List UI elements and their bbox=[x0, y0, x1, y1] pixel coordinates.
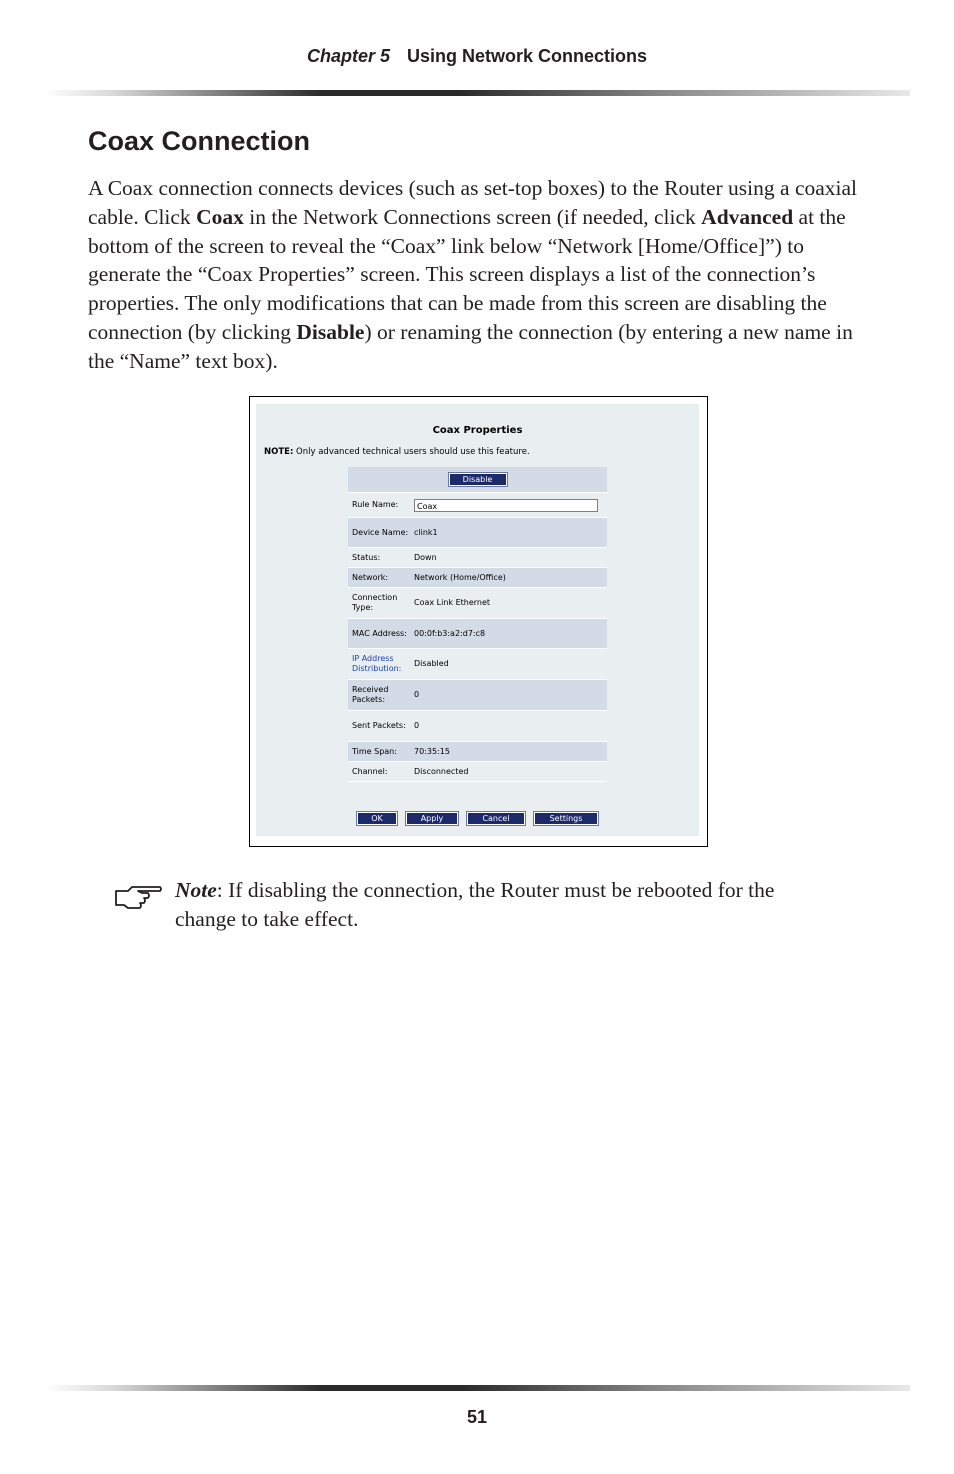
table-row bbox=[348, 518, 607, 548]
table-row bbox=[348, 619, 607, 649]
network-value: Network (Home/Office) bbox=[414, 572, 506, 582]
table-row bbox=[348, 649, 607, 680]
table-row bbox=[348, 711, 607, 742]
time-span-value: 70:35:15 bbox=[414, 746, 450, 756]
properties-table bbox=[348, 467, 607, 782]
network-label: Network: bbox=[352, 572, 389, 582]
status-label: Status: bbox=[352, 552, 381, 562]
table-row bbox=[348, 762, 607, 782]
table-row bbox=[348, 742, 607, 762]
ok-button[interactable]: OK bbox=[357, 812, 397, 825]
coax-properties-screenshot bbox=[249, 396, 708, 847]
panel-title: Coax Properties bbox=[432, 425, 523, 436]
mac-address-label: MAC Address: bbox=[352, 628, 407, 638]
ip-distribution-value: Disabled bbox=[414, 659, 449, 668]
mac-address-value: 00:0f:b3:a2:d7:c8 bbox=[414, 628, 486, 638]
connection-type-label: Connection Type: bbox=[352, 593, 398, 612]
settings-button[interactable]: Settings bbox=[534, 812, 598, 825]
section-title: Coax Connection bbox=[88, 126, 311, 156]
pointing-hand-icon bbox=[114, 882, 162, 912]
table-row bbox=[348, 680, 607, 711]
running-header bbox=[0, 46, 954, 67]
time-span-label: Time Span: bbox=[352, 746, 397, 756]
device-name-label: Device Name: bbox=[352, 527, 409, 537]
device-name-value: clink1 bbox=[414, 527, 438, 537]
action-buttons bbox=[256, 812, 699, 825]
apply-button[interactable]: Apply bbox=[406, 812, 458, 825]
table-row bbox=[348, 548, 607, 568]
note-text: : If disabling the connection, the Router must be rebooted for the change to take effect. bbox=[175, 878, 775, 931]
body-paragraph: A Coax connection connects devices (such as set-top boxes) to the Router using a coaxial cable. Click Coax in the Network Connections screen (if needed, click Advanced at the bottom of the screen to reveal the “Coax” link below “Network [Home/Office]”) to generate the “Coax Properties” screen. This screen displays a list of the connection’s properties. The only modifications that can be made from this screen are disabling the connection (by clicking Disable) or renaming the connection (by entering a new name in the “Name” text box). bbox=[88, 176, 858, 373]
advanced-term: Advanced bbox=[701, 204, 794, 229]
note-paragraph bbox=[175, 876, 795, 934]
panel-note: NOTE: Only advanced technical users should use this feature. bbox=[264, 447, 530, 457]
status-value: Down bbox=[414, 552, 437, 562]
connection-type-value: Coax Link Ethernet bbox=[414, 598, 491, 607]
received-packets-label: Received Packets: bbox=[352, 685, 389, 704]
received-packets-value: 0 bbox=[414, 690, 420, 699]
sent-packets-label: Sent Packets: bbox=[352, 721, 406, 730]
disable-term: Disable bbox=[296, 319, 365, 344]
rule-name-input[interactable]: Coax bbox=[414, 499, 598, 512]
table-row bbox=[348, 568, 607, 588]
chapter-label: Chapter 5 bbox=[306, 46, 390, 66]
cancel-button[interactable]: Cancel bbox=[467, 812, 525, 825]
footer-rule bbox=[44, 1385, 910, 1391]
disable-row bbox=[348, 467, 607, 493]
screenshot-panel bbox=[256, 404, 699, 836]
ip-distribution-link[interactable]: IP Address Distribution: bbox=[352, 654, 402, 673]
note-label: Note bbox=[175, 878, 217, 902]
channel-value: Disconnected bbox=[414, 766, 469, 776]
rule-name-label: Rule Name: bbox=[352, 500, 399, 509]
sent-packets-value: 0 bbox=[414, 721, 420, 730]
table-row bbox=[348, 493, 607, 518]
disable-button[interactable]: Disable bbox=[449, 473, 507, 486]
page-number: 51 bbox=[466, 1407, 488, 1427]
channel-label: Channel: bbox=[352, 766, 388, 776]
chapter-title: Using Network Connections bbox=[407, 46, 648, 66]
table-row bbox=[348, 588, 607, 619]
coax-term: Coax bbox=[196, 204, 244, 229]
header-rule bbox=[44, 90, 910, 96]
